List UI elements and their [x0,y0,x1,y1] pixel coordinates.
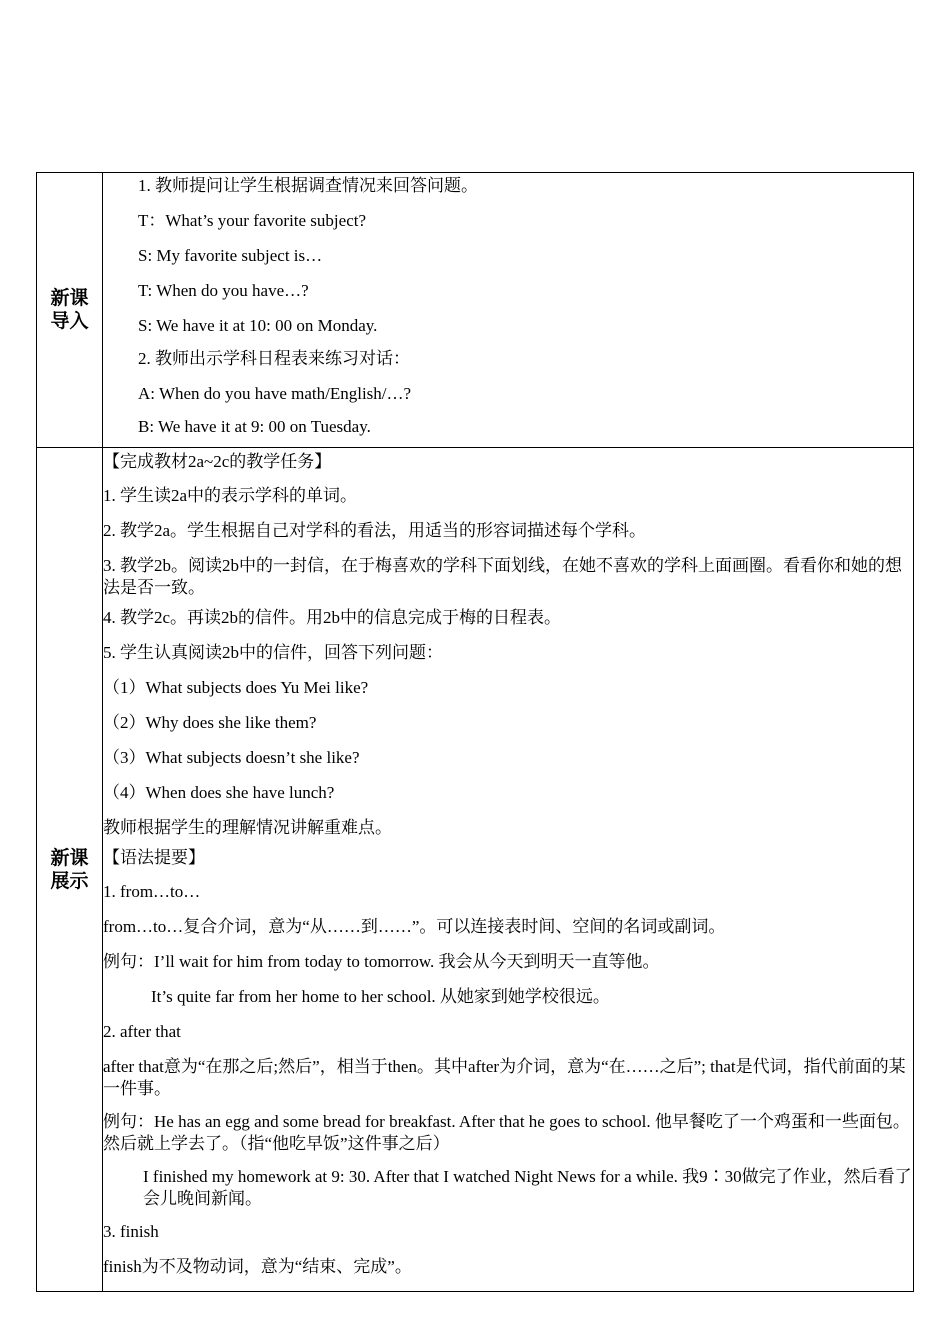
intro-line: S: My favorite subject is… [138,246,323,265]
present-line: 3. 教学2b。阅读2b中的一封信，在于梅喜欢的学科下面划线，在她不喜欢的学科上面画圈。看看你和她的想法是否一致。 [103,556,902,597]
intro-line: 1. 教师提问让学生根据调查情况来回答问题。 [138,176,478,195]
present-line: 教师根据学生的理解情况讲解重难点。 [103,818,392,837]
section-intro-row [37,173,914,448]
grammar-explanation: after that意为“在那之后;然后”，相当于then。其中after为介词，意为“在……之后”; that是代词，指代前面的某一件事。 [103,1057,906,1098]
section-present-label-line2: 展示 [50,869,89,892]
section-intro-label-line1: 新课 [50,287,89,309]
present-line: 5. 学生认真阅读2b中的信件，回答下列问题： [103,643,443,662]
section-present-row [37,448,914,1292]
section-intro-label [37,173,103,448]
section-present-label [37,448,103,1292]
intro-line: T：What’s your favorite subject? [138,211,367,230]
intro-line: S: We have it at 10: 00 on Monday. [138,316,378,335]
question-line: （4）When does she have lunch? [103,783,335,802]
intro-line: T: When do you have…? [138,281,309,300]
present-line: 4. 教学2c。再读2b的信件。用2b中的信息完成于梅的日程表。 [103,608,562,627]
intro-line: A: When do you have math/English/…? [138,384,412,403]
grammar-heading: 【语法提要】 [103,848,205,867]
present-line: 1. 学生读2a中的表示学科的单词。 [103,486,358,505]
example-sentence: I finished my homework at 9: 30. After that I watched Night News for a while. 我9∶30做完了作业，然后看了会儿晚间新闻。 [143,1167,912,1208]
example-sentence: 例句：He has an egg and some bread for breakfast. After that he goes to school. 他早餐吃了一个鸡蛋和一些面包。然后就上学去了。（指“他吃早饭”这件事之后） [103,1112,910,1153]
present-line: 2. 教学2a。学生根据自己对学科的看法，用适当的形容词描述每个学科。 [103,521,647,540]
task-heading: 【完成教材2a~2c的教学任务】 [103,452,332,471]
question-line: （3）What subjects doesn’t she like? [103,748,360,767]
example-sentence: It’s quite far from her home to her school. 从她家到她学校很远。 [151,987,610,1006]
grammar-point: 2. after that [103,1022,181,1041]
section-intro-content [103,173,914,448]
intro-line: B: We have it at 9: 00 on Tuesday. [138,417,371,436]
example-sentence: 例句：I’ll wait for him from today to tomorrow. 我会从今天到明天一直等他。 [103,952,660,971]
section-present-content [103,448,914,1292]
grammar-explanation: from…to…复合介词，意为“从……到……”。可以连接表时间、空间的名词或副词。 [103,917,726,936]
question-line: （1）What subjects does Yu Mei like? [103,678,369,697]
grammar-point: 1. from…to… [103,882,201,901]
section-intro-label-line2: 导入 [50,310,89,332]
grammar-explanation: finish为不及物动词，意为“结束、完成”。 [103,1257,412,1276]
grammar-point: 3. finish [103,1222,159,1241]
section-present-label-line1: 新课 [50,846,89,869]
lesson-plan-table [36,172,914,1292]
intro-line: 2. 教师出示学科日程表来练习对话： [138,349,410,368]
question-line: （2）Why does she like them? [103,713,317,732]
